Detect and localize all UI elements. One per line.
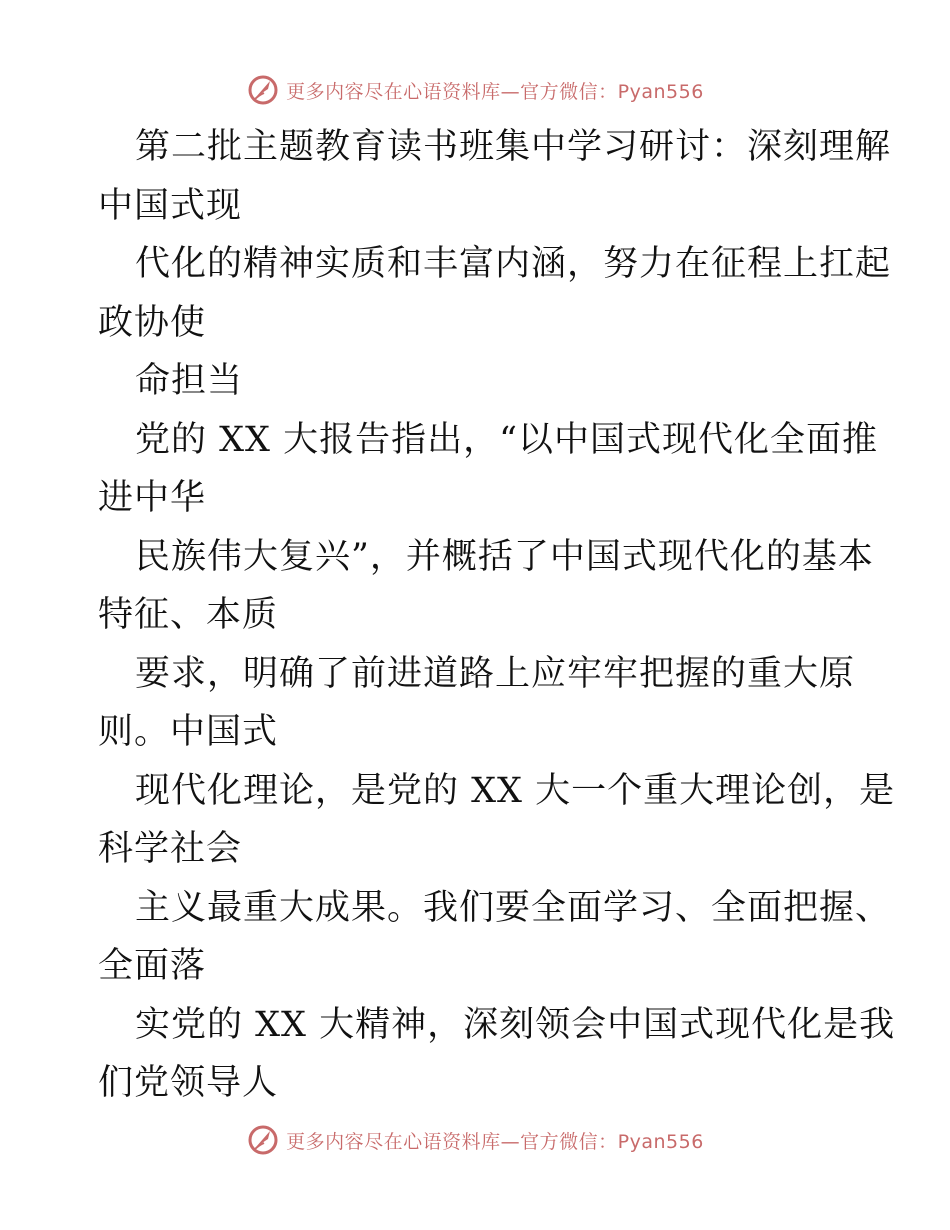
body-line: 命担当 [135, 361, 244, 401]
header-banner-text: 更多内容尽在心语资料库—官方微信：Pyan556 [286, 80, 704, 103]
body-line: 则。中国式 [98, 712, 279, 752]
document-body [98, 118, 896, 1113]
body-line: 要求，明确了前进道路上应牢牢把握的重大原 [135, 653, 856, 694]
header-banner-handle: Pyan556 [617, 80, 704, 103]
footer-banner [0, 1120, 950, 1160]
body-line: 代化的精神实质和丰富内涵，努力在征程上扛起 [135, 244, 892, 284]
quill-circle-logo-icon [246, 1123, 280, 1157]
body-line: 民族伟大复兴”，并概括了中国式现代化的基本 [135, 536, 874, 577]
body-line: 全面落 [98, 946, 207, 986]
body-line: 现代化理论，是党的 XX 大一个重大理论创，是 [135, 770, 896, 811]
body-line: 进中华 [98, 478, 207, 518]
body-line: 党的 XX 大报告指出，“以中国式现代化全面推 [135, 419, 878, 460]
body-line: 政协使 [98, 302, 207, 343]
body-line: 第二批主题教育读书班集中学习研讨：深刻理解 [135, 127, 892, 167]
body-line: 中国式现 [98, 185, 243, 226]
body-line: 主义最重大成果。我们要全面学习、全面把握、 [135, 887, 892, 928]
footer-banner-text: 更多内容尽在心语资料库—官方微信：Pyan556 [286, 1130, 704, 1153]
body-line: 科学社会 [98, 829, 243, 869]
header-banner [0, 70, 950, 110]
body-line: 们党领导人 [98, 1063, 279, 1103]
body-line: 实党的 XX 大精神，深刻领会中国式现代化是我 [135, 1004, 896, 1045]
body-line: 特征、本质 [98, 595, 279, 635]
quill-circle-logo-icon [246, 73, 280, 107]
footer-banner-handle: Pyan556 [617, 1130, 704, 1153]
